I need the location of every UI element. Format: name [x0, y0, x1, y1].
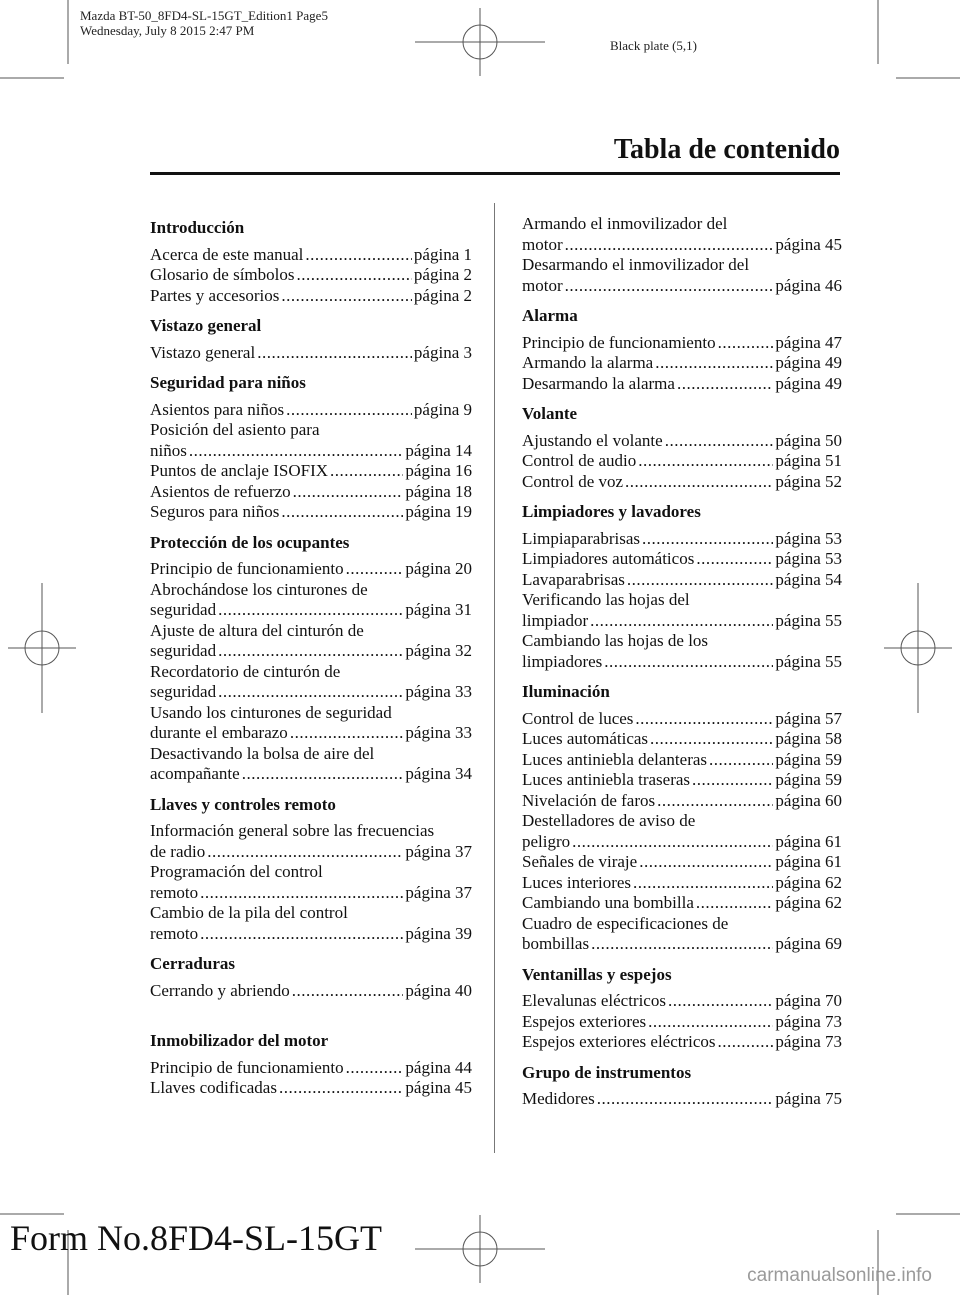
dot-leader: [642, 529, 773, 550]
toc-entry-title: remoto: [150, 882, 199, 902]
toc-entry[interactable]: [150, 682, 472, 703]
dot-leader: [290, 723, 404, 744]
toc-entry-title: limpiador: [522, 610, 589, 630]
toc-entry[interactable]: [150, 441, 472, 462]
toc-entry-title: Luces antiniebla delanteras: [522, 749, 708, 769]
toc-entry[interactable]: [522, 1012, 842, 1033]
file-name: Mazda BT-50_8FD4-SL-15GT_Edition1 Page5: [80, 8, 328, 23]
toc-entry[interactable]: [522, 570, 842, 591]
toc-entry-page: página 49: [775, 373, 842, 393]
dot-leader: [650, 729, 773, 750]
toc-entry-title: motor: [522, 234, 563, 254]
toc-entry-title-line: Programación del control: [150, 862, 323, 881]
dot-leader: [718, 333, 774, 354]
registration-target-left: [8, 583, 76, 713]
toc-entry-page: página 39: [405, 923, 472, 943]
section-heading: Ventanillas y espejos: [522, 964, 672, 984]
toc-entry-title-line: Posición del asiento para: [150, 420, 320, 439]
toc-entry-title: Asientos para niños: [150, 399, 285, 419]
toc-entry-page: página 2: [413, 265, 472, 284]
toc-entry-page: página 50: [775, 430, 842, 450]
toc-entry-title-line: Armando el inmovilizador del: [522, 214, 728, 233]
toc-entry[interactable]: [522, 893, 842, 914]
toc-entry-page: página 32: [405, 641, 472, 660]
toc-entry-page: página 46: [775, 275, 842, 295]
form-number: Form No.8FD4-SL-15GT: [10, 1218, 383, 1258]
toc-entry-title: Nivelación de faros: [522, 790, 656, 810]
toc-entry-page: página 44: [405, 1057, 472, 1077]
dot-leader: [572, 832, 773, 853]
dot-leader: [597, 1089, 774, 1110]
section-heading: Limpiadores y lavadores: [522, 502, 701, 521]
dot-leader: [297, 265, 412, 286]
toc-entry-title: Medidores: [522, 1089, 595, 1108]
toc-entry-title: Seguros para niños: [150, 502, 280, 521]
dot-leader: [218, 641, 403, 662]
dot-leader: [242, 764, 404, 785]
toc-entry[interactable]: [522, 549, 842, 570]
toc-entry-page: página 52: [775, 471, 842, 491]
toc-entry-title: Control de luces: [522, 708, 634, 728]
toc-entry-title: Glosario de símbolos: [150, 265, 295, 284]
dot-leader: [293, 482, 404, 503]
toc-column-left: [150, 218, 472, 1099]
toc-entry[interactable]: [522, 934, 842, 955]
toc-entry-title: seguridad: [150, 682, 217, 701]
toc-entry[interactable]: [522, 276, 842, 297]
toc-entry-title: Vistazo general: [150, 342, 256, 362]
toc-entry-title: Ajustando el volante: [522, 430, 663, 450]
toc-entry[interactable]: [150, 286, 472, 307]
toc-entry-page: página 3: [413, 342, 472, 362]
toc-entry[interactable]: [522, 852, 842, 873]
toc-entry-title-line: Ajuste de altura del cinturón de: [150, 620, 364, 640]
section-heading: Seguridad para niños: [150, 373, 306, 392]
toc-entry[interactable]: [150, 641, 472, 662]
toc-entry-title: niños: [150, 440, 187, 460]
dot-leader: [200, 924, 403, 945]
toc-entry[interactable]: [522, 353, 842, 374]
title-rule: [150, 172, 840, 175]
toc-entry-title: Control de voz: [522, 471, 624, 491]
plate-label: Black plate (5,1): [610, 38, 697, 53]
dot-leader: [207, 842, 403, 863]
toc-entry-page: página 19: [405, 502, 472, 521]
dot-leader: [189, 441, 404, 462]
dot-leader: [305, 245, 412, 266]
dot-leader: [677, 374, 773, 395]
toc-entry-page: página 49: [775, 353, 842, 372]
dot-leader: [696, 549, 773, 570]
toc-entry-title-line: Destelladores de aviso de: [522, 811, 696, 830]
toc-entry-page: página 31: [405, 600, 472, 619]
dot-leader: [648, 1012, 773, 1033]
toc-entry-page: página 55: [775, 651, 842, 671]
toc-entry-page: página 40: [405, 980, 472, 1000]
toc-entry[interactable]: [522, 235, 842, 256]
registration-target-bottom: [415, 1215, 545, 1283]
toc-entry-title: Llaves codificadas: [150, 1078, 277, 1097]
toc-entry-title: limpiadores: [522, 651, 603, 671]
toc-entry-title: Limpiaparabrisas: [522, 528, 641, 548]
toc-entry[interactable]: [522, 529, 842, 550]
toc-entry-title: Desarmando la alarma: [522, 373, 675, 393]
toc-entry[interactable]: [522, 431, 842, 452]
toc-entry-page: página 47: [775, 332, 842, 352]
toc-entry[interactable]: [522, 991, 842, 1012]
toc-entry-title: Control de audio: [522, 451, 637, 470]
dot-leader: [655, 353, 773, 374]
toc-entry[interactable]: [150, 343, 472, 364]
dot-leader: [657, 791, 773, 812]
toc-entry[interactable]: [150, 461, 472, 482]
toc-entry-page: página 34: [405, 764, 472, 783]
toc-entry-title: seguridad: [150, 641, 217, 660]
toc-entry-page: página 70: [775, 991, 842, 1010]
dot-leader: [638, 451, 773, 472]
toc-entry-title: Asientos de refuerzo: [150, 481, 291, 501]
toc-entry[interactable]: [150, 842, 472, 863]
dot-leader: [218, 682, 403, 703]
toc-entry[interactable]: [150, 723, 472, 744]
section-heading: Llaves y controles remoto: [150, 794, 336, 814]
toc-entry-page: página 33: [405, 682, 472, 701]
toc-entry-page: página 14: [405, 440, 472, 460]
toc-entry-title: Luces interiores: [522, 872, 632, 892]
toc-entry-page: página 61: [775, 831, 842, 851]
toc-entry-page: página 37: [405, 841, 472, 861]
toc-entry-page: página 2: [413, 285, 472, 305]
toc-entry-title-line: Desactivando la bolsa de aire del: [150, 743, 375, 763]
toc-entry-title: Luces antiniebla traseras: [522, 770, 691, 789]
toc-entry[interactable]: [522, 709, 842, 730]
toc-entry-title: Principio de funcionamiento: [150, 1057, 344, 1077]
toc-entry-page: página 59: [775, 749, 842, 769]
dot-leader: [639, 852, 773, 873]
section-heading: Volante: [522, 404, 578, 423]
toc-entry[interactable]: [522, 750, 842, 771]
toc-entry[interactable]: [150, 482, 472, 503]
section-heading: Inmobilizador del motor: [150, 1031, 329, 1050]
toc-entry[interactable]: [522, 374, 842, 395]
dot-leader: [627, 570, 774, 591]
toc-entry-page: página 58: [775, 729, 842, 748]
dot-leader: [668, 991, 773, 1012]
toc-entry-title: remoto: [150, 923, 199, 943]
toc-entry-title: Elevalunas eléctricos: [522, 991, 666, 1010]
toc-entry-page: página 20: [405, 559, 472, 578]
toc-entry-page: página 45: [775, 234, 842, 254]
toc-entry[interactable]: [522, 611, 842, 632]
dot-leader: [281, 286, 412, 307]
dot-leader: [565, 276, 774, 297]
toc-entry-page: página 59: [775, 770, 842, 789]
toc-entry[interactable]: [150, 502, 472, 523]
dot-leader: [625, 472, 773, 493]
toc-entry-page: página 54: [775, 569, 842, 589]
toc-entry[interactable]: [522, 652, 842, 673]
toc-entry-title-line: Cambio de la pila del control: [150, 903, 348, 922]
dot-leader: [200, 883, 403, 904]
toc-entry-page: página 45: [405, 1078, 472, 1097]
toc-entry[interactable]: [150, 924, 472, 945]
toc-entry-title: Puntos de anclaje ISOFIX: [150, 461, 329, 480]
toc-entry-title: Señales de viraje: [522, 852, 638, 871]
toc-entry-page: página 57: [775, 708, 842, 728]
toc-entry-page: página 9: [413, 399, 472, 419]
toc-entry-title: Partes y accesorios: [150, 285, 280, 305]
dot-leader: [591, 934, 773, 955]
toc-entry-title: durante el embarazo: [150, 723, 288, 742]
toc-entry-title-line: Verificando las hojas del: [522, 590, 690, 609]
file-info: [80, 8, 328, 38]
section-heading: Iluminación: [522, 682, 610, 701]
toc-entry-page: página 53: [775, 549, 842, 568]
toc-entry-title-line: Cambiando las hojas de los: [522, 631, 709, 650]
dot-leader: [218, 600, 403, 621]
toc-entry[interactable]: [150, 1058, 472, 1079]
toc-entry-page: página 37: [405, 882, 472, 902]
dot-leader: [696, 893, 774, 914]
dot-leader: [590, 611, 773, 632]
section-heading: Protección de los ocupantes: [150, 532, 350, 552]
dot-leader: [718, 1032, 774, 1053]
dot-leader: [635, 709, 773, 730]
toc-entry-title-line: Abrochándose los cinturones de: [150, 579, 368, 599]
toc-entry[interactable]: [150, 245, 472, 266]
dot-leader: [281, 502, 403, 523]
toc-entry-title: Espejos exteriores eléctricos: [522, 1032, 716, 1051]
toc-entry-page: página 55: [775, 610, 842, 630]
toc-entry-title: Acerca de este manual: [150, 244, 304, 264]
toc-entry[interactable]: [522, 729, 842, 750]
toc-entry[interactable]: [522, 472, 842, 493]
dot-leader: [692, 770, 773, 791]
registration-target-right: [884, 583, 952, 713]
toc-entry-page: página 60: [775, 790, 842, 810]
toc-entry-title: Lavaparabrisas: [522, 569, 625, 589]
toc-entry-title: Espejos exteriores: [522, 1011, 647, 1031]
dot-leader: [565, 235, 774, 256]
toc-entry[interactable]: [150, 981, 472, 1002]
toc-entry[interactable]: [522, 333, 842, 354]
section-heading: Grupo de instrumentos: [522, 1062, 692, 1082]
toc-entry[interactable]: [522, 873, 842, 894]
watermark: carmanualsonline.info: [747, 1265, 932, 1286]
dot-leader: [633, 873, 773, 894]
dot-leader: [665, 431, 774, 452]
toc-column-right: [522, 214, 842, 1110]
toc-entry-title: de radio: [150, 841, 206, 861]
toc-entry[interactable]: [522, 1032, 842, 1053]
toc-entry-page: página 33: [405, 723, 472, 742]
toc-entry-page: página 53: [775, 528, 842, 548]
dot-leader: [604, 652, 773, 673]
column-divider: [494, 203, 495, 1153]
dot-leader: [346, 1058, 404, 1079]
toc-entry-title: seguridad: [150, 600, 217, 619]
section-heading: Vistazo general: [150, 316, 262, 335]
toc-entry[interactable]: [150, 764, 472, 785]
toc-entry-title: Armando la alarma: [522, 353, 654, 372]
toc-entry-page: página 69: [775, 934, 842, 953]
toc-entry[interactable]: [150, 1078, 472, 1099]
section-heading: Cerraduras: [150, 954, 235, 973]
page-title: Tabla de contenido: [613, 134, 840, 165]
toc-entry[interactable]: [522, 832, 842, 853]
dot-leader: [279, 1078, 403, 1099]
toc-entry-title: motor: [522, 275, 563, 295]
toc-entry-page: página 61: [775, 852, 842, 871]
toc-entry-page: página 16: [405, 461, 472, 480]
toc-entry-title: Cerrando y abriendo: [150, 980, 290, 1000]
toc-entry[interactable]: [150, 559, 472, 580]
dot-leader: [292, 981, 404, 1002]
registration-target-top: [415, 8, 545, 76]
dot-leader: [709, 750, 773, 771]
section-heading: Alarma: [522, 306, 578, 325]
toc-entry-title-line: Desarmando el inmovilizador del: [522, 255, 750, 274]
toc-entry[interactable]: [522, 791, 842, 812]
toc-entry-page: página 73: [775, 1011, 842, 1031]
toc-entry-page: página 62: [775, 893, 842, 912]
toc-entry-page: página 73: [775, 1032, 842, 1051]
toc-entry-page: página 18: [405, 481, 472, 501]
toc-entry-title-line: Recordatorio de cinturón de: [150, 661, 341, 681]
section-heading: Introducción: [150, 218, 245, 237]
toc-entry-title: Luces automáticas: [522, 729, 649, 748]
toc-entry-title-line: Cuadro de especificaciones de: [522, 913, 729, 933]
toc-entry[interactable]: [150, 265, 472, 286]
toc-entry-page: página 62: [775, 872, 842, 892]
toc-entry[interactable]: [150, 883, 472, 904]
dot-leader: [286, 400, 412, 421]
toc-entry-title: peligro: [522, 831, 571, 851]
toc-entry-title: Principio de funcionamiento: [150, 559, 344, 578]
toc-entry-page: página 1: [413, 244, 472, 264]
dot-leader: [330, 461, 403, 482]
toc-entry[interactable]: [522, 770, 842, 791]
toc-entry-page: página 51: [775, 451, 842, 470]
dot-leader: [257, 343, 412, 364]
toc-entry[interactable]: [150, 400, 472, 421]
file-timestamp: Wednesday, July 8 2015 2:47 PM: [80, 23, 255, 38]
toc-entry-title-line: Usando los cinturones de seguridad: [150, 702, 392, 722]
toc-entry-title: acompañante: [150, 764, 240, 783]
toc-entry[interactable]: [150, 600, 472, 621]
toc-entry-title: Cambiando una bombilla: [522, 893, 694, 912]
toc-entry-title: Limpiadores automáticos: [522, 549, 695, 568]
toc-entry[interactable]: [522, 1089, 842, 1110]
toc-entry[interactable]: [522, 451, 842, 472]
dot-leader: [346, 559, 404, 580]
toc-entry-title: bombillas: [522, 934, 590, 953]
toc-entry-page: página 75: [775, 1089, 842, 1108]
toc-entry-title-line: Información general sobre las frecuencias: [150, 821, 435, 840]
toc-entry-title: Principio de funcionamiento: [522, 332, 716, 352]
